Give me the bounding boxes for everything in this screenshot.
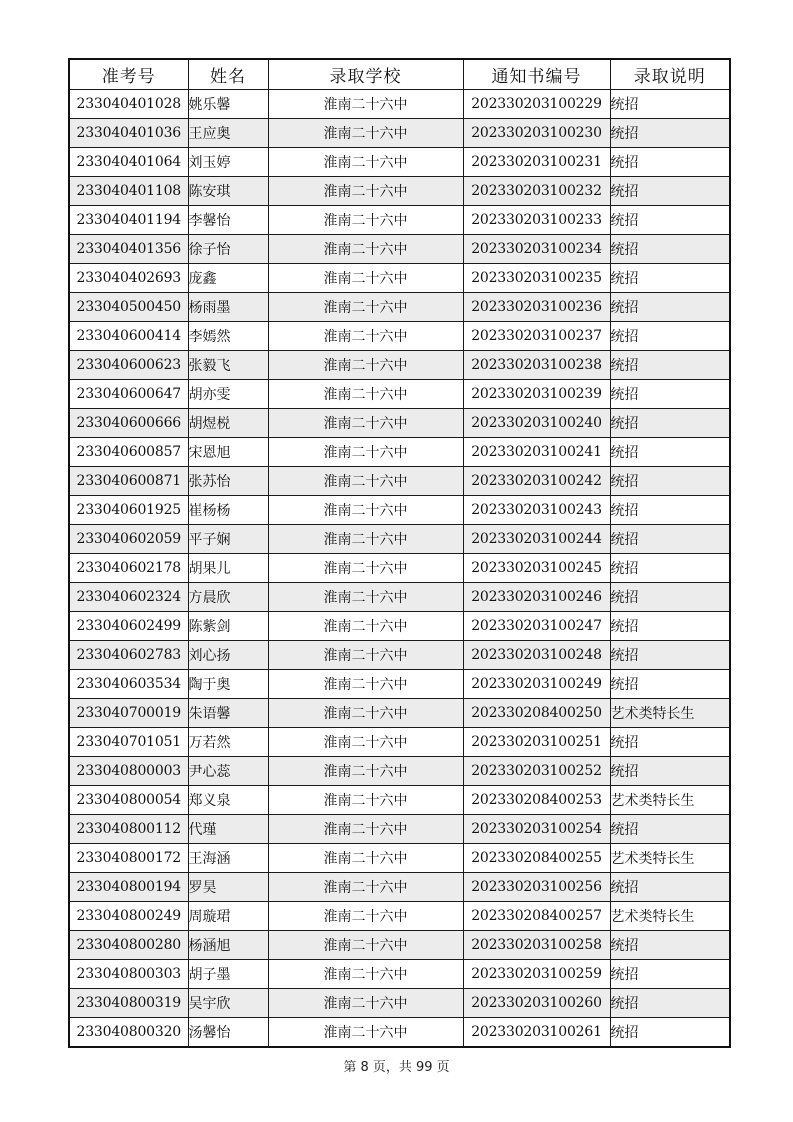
notice-number-cell: 202330203100260 bbox=[463, 989, 610, 1018]
table-row bbox=[69, 119, 730, 148]
exam-number-cell: 233040800319 bbox=[69, 989, 188, 1018]
admitted-school-cell: 淮南二十六中 bbox=[268, 409, 463, 438]
table-row bbox=[69, 554, 730, 583]
exam-number-cell: 233040602059 bbox=[69, 525, 188, 554]
table-row bbox=[69, 264, 730, 293]
admission-note-cell: 统招 bbox=[610, 554, 730, 583]
table-row bbox=[69, 90, 730, 119]
header-exam-number: 准考号 bbox=[69, 59, 188, 90]
exam-number-cell: 233040800112 bbox=[69, 815, 188, 844]
table-row bbox=[69, 409, 730, 438]
notice-number-cell: 202330203100233 bbox=[463, 206, 610, 235]
notice-number-cell: 202330208400255 bbox=[463, 844, 610, 873]
admission-note-cell: 统招 bbox=[610, 380, 730, 409]
exam-number-cell: 233040700019 bbox=[69, 699, 188, 728]
exam-number-cell: 233040800194 bbox=[69, 873, 188, 902]
admitted-school-cell: 淮南二十六中 bbox=[268, 467, 463, 496]
table-row bbox=[69, 757, 730, 786]
admitted-school-cell: 淮南二十六中 bbox=[268, 293, 463, 322]
admission-note-cell: 统招 bbox=[610, 119, 730, 148]
notice-number-cell: 202330203100241 bbox=[463, 438, 610, 467]
notice-number-cell: 202330203100259 bbox=[463, 960, 610, 989]
table-row bbox=[69, 148, 730, 177]
admitted-school-cell: 淮南二十六中 bbox=[268, 641, 463, 670]
admitted-school-cell: 淮南二十六中 bbox=[268, 177, 463, 206]
admission-table bbox=[68, 58, 731, 1048]
header-admission-note: 录取说明 bbox=[610, 59, 730, 90]
admitted-school-cell: 淮南二十六中 bbox=[268, 757, 463, 786]
admitted-school-cell: 淮南二十六中 bbox=[268, 235, 463, 264]
notice-number-cell: 202330203100230 bbox=[463, 119, 610, 148]
admission-note-cell: 统招 bbox=[610, 931, 730, 960]
admitted-school-cell: 淮南二十六中 bbox=[268, 554, 463, 583]
admitted-school-cell: 淮南二十六中 bbox=[268, 322, 463, 351]
exam-number-cell: 233040401108 bbox=[69, 177, 188, 206]
student-name-cell: 刘玉婷 bbox=[188, 148, 268, 177]
header-admitted-school: 录取学校 bbox=[268, 59, 463, 90]
admission-note-cell: 统招 bbox=[610, 90, 730, 119]
notice-number-cell: 202330203100236 bbox=[463, 293, 610, 322]
exam-number-cell: 233040800280 bbox=[69, 931, 188, 960]
admission-note-cell: 统招 bbox=[610, 612, 730, 641]
table-row bbox=[69, 612, 730, 641]
table-row bbox=[69, 467, 730, 496]
admitted-school-cell: 淮南二十六中 bbox=[268, 148, 463, 177]
student-name-cell: 平子娴 bbox=[188, 525, 268, 554]
table-row bbox=[69, 989, 730, 1018]
notice-number-cell: 202330203100254 bbox=[463, 815, 610, 844]
exam-number-cell: 233040600414 bbox=[69, 322, 188, 351]
notice-number-cell: 202330203100240 bbox=[463, 409, 610, 438]
table-row bbox=[69, 641, 730, 670]
exam-number-cell: 233040401356 bbox=[69, 235, 188, 264]
table-row bbox=[69, 235, 730, 264]
student-name-cell: 陈紫剑 bbox=[188, 612, 268, 641]
notice-number-cell: 202330203100243 bbox=[463, 496, 610, 525]
notice-number-cell: 202330203100252 bbox=[463, 757, 610, 786]
admitted-school-cell: 淮南二十六中 bbox=[268, 873, 463, 902]
notice-number-cell: 202330203100232 bbox=[463, 177, 610, 206]
table-row bbox=[69, 525, 730, 554]
table-row bbox=[69, 1018, 730, 1048]
admission-note-cell: 统招 bbox=[610, 583, 730, 612]
admission-note-cell: 统招 bbox=[610, 989, 730, 1018]
admission-note-cell: 统招 bbox=[610, 467, 730, 496]
admitted-school-cell: 淮南二十六中 bbox=[268, 728, 463, 757]
admission-note-cell: 统招 bbox=[610, 206, 730, 235]
table-row bbox=[69, 351, 730, 380]
notice-number-cell: 202330208400253 bbox=[463, 786, 610, 815]
admission-note-cell: 统招 bbox=[610, 641, 730, 670]
student-name-cell: 方晨欣 bbox=[188, 583, 268, 612]
admission-note-cell: 艺术类特长生 bbox=[610, 699, 730, 728]
notice-number-cell: 202330203100237 bbox=[463, 322, 610, 351]
admission-note-cell: 统招 bbox=[610, 815, 730, 844]
admitted-school-cell: 淮南二十六中 bbox=[268, 960, 463, 989]
notice-number-cell: 202330203100249 bbox=[463, 670, 610, 699]
admission-note-cell: 统招 bbox=[610, 873, 730, 902]
student-name-cell: 张苏怡 bbox=[188, 467, 268, 496]
admission-note-cell: 统招 bbox=[610, 496, 730, 525]
notice-number-cell: 202330203100246 bbox=[463, 583, 610, 612]
notice-number-cell: 202330203100247 bbox=[463, 612, 610, 641]
exam-number-cell: 233040401036 bbox=[69, 119, 188, 148]
student-name-cell: 胡煜棁 bbox=[188, 409, 268, 438]
admitted-school-cell: 淮南二十六中 bbox=[268, 815, 463, 844]
student-name-cell: 王海涵 bbox=[188, 844, 268, 873]
admitted-school-cell: 淮南二十六中 bbox=[268, 931, 463, 960]
admitted-school-cell: 淮南二十六中 bbox=[268, 380, 463, 409]
exam-number-cell: 233040600666 bbox=[69, 409, 188, 438]
notice-number-cell: 202330203100235 bbox=[463, 264, 610, 293]
student-name-cell: 朱语馨 bbox=[188, 699, 268, 728]
exam-number-cell: 233040800003 bbox=[69, 757, 188, 786]
exam-number-cell: 233040600647 bbox=[69, 380, 188, 409]
table-header-row bbox=[69, 59, 730, 90]
student-name-cell: 郑义泉 bbox=[188, 786, 268, 815]
admission-note-cell: 统招 bbox=[610, 177, 730, 206]
admission-note-cell: 统招 bbox=[610, 235, 730, 264]
page-number-footer: 第 8 页，共 99 页 bbox=[343, 1060, 450, 1075]
table-row bbox=[69, 873, 730, 902]
exam-number-cell: 233040800303 bbox=[69, 960, 188, 989]
notice-number-cell: 202330203100248 bbox=[463, 641, 610, 670]
admission-note-cell: 统招 bbox=[610, 438, 730, 467]
exam-number-cell: 233040800249 bbox=[69, 902, 188, 931]
exam-number-cell: 233040401028 bbox=[69, 90, 188, 119]
notice-number-cell: 202330203100234 bbox=[463, 235, 610, 264]
exam-number-cell: 233040701051 bbox=[69, 728, 188, 757]
table-row bbox=[69, 728, 730, 757]
notice-number-cell: 202330203100261 bbox=[463, 1018, 610, 1048]
admission-note-cell: 艺术类特长生 bbox=[610, 902, 730, 931]
table-row bbox=[69, 438, 730, 467]
student-name-cell: 崔杨杨 bbox=[188, 496, 268, 525]
student-name-cell: 罗昊 bbox=[188, 873, 268, 902]
admitted-school-cell: 淮南二十六中 bbox=[268, 902, 463, 931]
table-row bbox=[69, 583, 730, 612]
student-name-cell: 万若然 bbox=[188, 728, 268, 757]
admission-note-cell: 统招 bbox=[610, 757, 730, 786]
exam-number-cell: 233040600623 bbox=[69, 351, 188, 380]
exam-number-cell: 233040800172 bbox=[69, 844, 188, 873]
notice-number-cell: 202330203100244 bbox=[463, 525, 610, 554]
admission-note-cell: 统招 bbox=[610, 409, 730, 438]
admitted-school-cell: 淮南二十六中 bbox=[268, 264, 463, 293]
admission-note-cell: 统招 bbox=[610, 670, 730, 699]
notice-number-cell: 202330203100238 bbox=[463, 351, 610, 380]
admitted-school-cell: 淮南二十六中 bbox=[268, 989, 463, 1018]
table-row bbox=[69, 293, 730, 322]
notice-number-cell: 202330208400257 bbox=[463, 902, 610, 931]
table-row bbox=[69, 699, 730, 728]
student-name-cell: 刘心扬 bbox=[188, 641, 268, 670]
admitted-school-cell: 淮南二十六中 bbox=[268, 438, 463, 467]
student-name-cell: 胡亦雯 bbox=[188, 380, 268, 409]
admission-note-cell: 统招 bbox=[610, 728, 730, 757]
table-body bbox=[69, 90, 730, 1048]
student-name-cell: 张毅飞 bbox=[188, 351, 268, 380]
notice-number-cell: 202330203100231 bbox=[463, 148, 610, 177]
table-row bbox=[69, 206, 730, 235]
admitted-school-cell: 淮南二十六中 bbox=[268, 844, 463, 873]
exam-number-cell: 233040401194 bbox=[69, 206, 188, 235]
student-name-cell: 尹心蕊 bbox=[188, 757, 268, 786]
student-name-cell: 宋恩旭 bbox=[188, 438, 268, 467]
admitted-school-cell: 淮南二十六中 bbox=[268, 206, 463, 235]
admission-note-cell: 统招 bbox=[610, 1018, 730, 1048]
notice-number-cell: 202330203100258 bbox=[463, 931, 610, 960]
student-name-cell: 姚乐馨 bbox=[188, 90, 268, 119]
student-name-cell: 陈安琪 bbox=[188, 177, 268, 206]
exam-number-cell: 233040600871 bbox=[69, 467, 188, 496]
table-row bbox=[69, 322, 730, 351]
exam-number-cell: 233040800320 bbox=[69, 1018, 188, 1048]
admission-note-cell: 统招 bbox=[610, 148, 730, 177]
admitted-school-cell: 淮南二十六中 bbox=[268, 1018, 463, 1048]
exam-number-cell: 233040600857 bbox=[69, 438, 188, 467]
student-name-cell: 陶于奥 bbox=[188, 670, 268, 699]
admitted-school-cell: 淮南二十六中 bbox=[268, 786, 463, 815]
exam-number-cell: 233040500450 bbox=[69, 293, 188, 322]
student-name-cell: 汤馨怡 bbox=[188, 1018, 268, 1048]
admitted-school-cell: 淮南二十六中 bbox=[268, 119, 463, 148]
exam-number-cell: 233040402693 bbox=[69, 264, 188, 293]
notice-number-cell: 202330203100256 bbox=[463, 873, 610, 902]
table-row bbox=[69, 380, 730, 409]
table-row bbox=[69, 815, 730, 844]
table-row bbox=[69, 960, 730, 989]
student-name-cell: 徐子怡 bbox=[188, 235, 268, 264]
header-notice-number: 通知书编号 bbox=[463, 59, 610, 90]
notice-number-cell: 202330208400250 bbox=[463, 699, 610, 728]
admission-note-cell: 统招 bbox=[610, 293, 730, 322]
exam-number-cell: 233040602499 bbox=[69, 612, 188, 641]
exam-number-cell: 233040602324 bbox=[69, 583, 188, 612]
table-row bbox=[69, 496, 730, 525]
student-name-cell: 李嫣然 bbox=[188, 322, 268, 351]
admission-note-cell: 艺术类特长生 bbox=[610, 786, 730, 815]
admitted-school-cell: 淮南二十六中 bbox=[268, 90, 463, 119]
exam-number-cell: 233040601925 bbox=[69, 496, 188, 525]
student-name-cell: 周璇珺 bbox=[188, 902, 268, 931]
exam-number-cell: 233040401064 bbox=[69, 148, 188, 177]
table-row bbox=[69, 786, 730, 815]
exam-number-cell: 233040800054 bbox=[69, 786, 188, 815]
exam-number-cell: 233040602178 bbox=[69, 554, 188, 583]
table-row bbox=[69, 844, 730, 873]
notice-number-cell: 202330203100242 bbox=[463, 467, 610, 496]
student-name-cell: 吴宇欣 bbox=[188, 989, 268, 1018]
student-name-cell: 李馨怡 bbox=[188, 206, 268, 235]
student-name-cell: 杨雨墨 bbox=[188, 293, 268, 322]
admission-note-cell: 统招 bbox=[610, 264, 730, 293]
student-name-cell: 王应奥 bbox=[188, 119, 268, 148]
table-row bbox=[69, 670, 730, 699]
admitted-school-cell: 淮南二十六中 bbox=[268, 525, 463, 554]
notice-number-cell: 202330203100245 bbox=[463, 554, 610, 583]
admitted-school-cell: 淮南二十六中 bbox=[268, 496, 463, 525]
exam-number-cell: 233040602783 bbox=[69, 641, 188, 670]
student-name-cell: 杨涵旭 bbox=[188, 931, 268, 960]
header-name: 姓名 bbox=[188, 59, 268, 90]
table-row bbox=[69, 931, 730, 960]
student-name-cell: 庞鑫 bbox=[188, 264, 268, 293]
notice-number-cell: 202330203100251 bbox=[463, 728, 610, 757]
admitted-school-cell: 淮南二十六中 bbox=[268, 612, 463, 641]
admission-note-cell: 统招 bbox=[610, 960, 730, 989]
admitted-school-cell: 淮南二十六中 bbox=[268, 670, 463, 699]
admission-note-cell: 统招 bbox=[610, 525, 730, 554]
admission-note-cell: 统招 bbox=[610, 351, 730, 380]
admission-note-cell: 统招 bbox=[610, 322, 730, 351]
student-name-cell: 代瑾 bbox=[188, 815, 268, 844]
notice-number-cell: 202330203100239 bbox=[463, 380, 610, 409]
table-row bbox=[69, 177, 730, 206]
admitted-school-cell: 淮南二十六中 bbox=[268, 699, 463, 728]
student-name-cell: 胡子墨 bbox=[188, 960, 268, 989]
admission-note-cell: 艺术类特长生 bbox=[610, 844, 730, 873]
exam-number-cell: 233040603534 bbox=[69, 670, 188, 699]
admitted-school-cell: 淮南二十六中 bbox=[268, 583, 463, 612]
student-name-cell: 胡果儿 bbox=[188, 554, 268, 583]
notice-number-cell: 202330203100229 bbox=[463, 90, 610, 119]
admitted-school-cell: 淮南二十六中 bbox=[268, 351, 463, 380]
table-row bbox=[69, 902, 730, 931]
